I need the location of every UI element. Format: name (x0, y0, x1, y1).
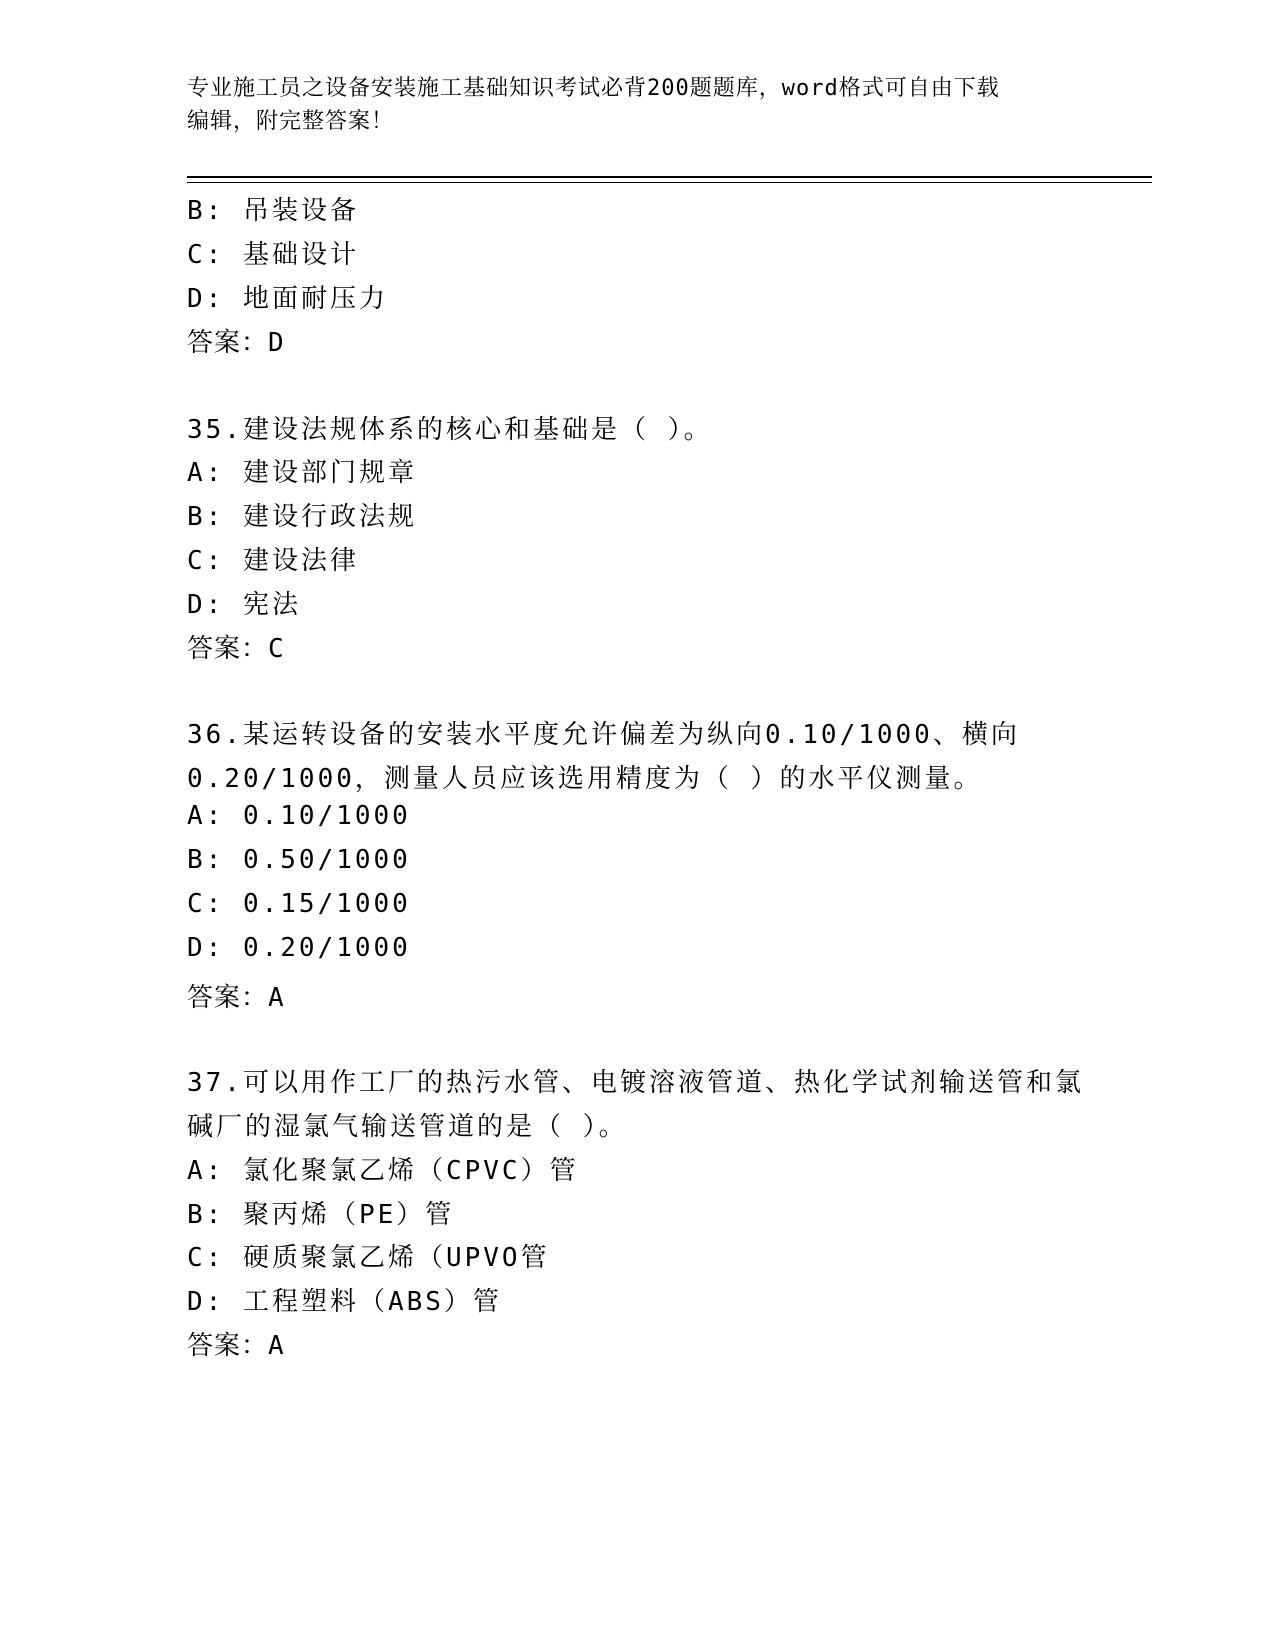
q35-option-b: B: 建设行政法规 (187, 502, 417, 532)
document-header (187, 72, 1087, 138)
q35-option-a: A: 建设部门规章 (187, 458, 417, 488)
q35-question: 35.建设法规体系的核心和基础是（ ）。 (187, 415, 713, 445)
header-divider-thick (187, 176, 1152, 178)
q37-answer: 答案：A (187, 1331, 285, 1361)
q37-option-b: B: 聚丙烯（PE）管 (187, 1200, 455, 1230)
q37-option-c: C: 硬质聚氯乙烯（UPVO管 (187, 1243, 550, 1273)
q36-option-c: C: 0.15/1000 (187, 889, 411, 919)
q34-option-c: C: 基础设计 (187, 240, 359, 270)
q35-answer: 答案：C (187, 634, 285, 664)
q35-option-d: D: 宪法 (187, 590, 301, 620)
q37-question-line-1: 37.可以用作工厂的热污水管、电镀溶液管道、热化学试剂输送管和氯 (187, 1068, 1084, 1098)
q36-option-a: A: 0.10/1000 (187, 801, 411, 831)
header-title-line-2: 编辑，附完整答案！ (187, 109, 395, 134)
q34-option-b: B: 吊装设备 (187, 196, 359, 226)
q36-option-b: B: 0.50/1000 (187, 845, 411, 875)
q36-question-line-2: 0.20/1000，测量人员应该选用精度为（ ）的水平仪测量。 (187, 764, 983, 794)
q36-question-line-1: 36.某运转设备的安装水平度允许偏差为纵向0.10/1000、横向 (187, 720, 1020, 750)
header-divider-thin (187, 182, 1152, 183)
q37-option-a: A: 氯化聚氯乙烯（CPVC）管 (187, 1156, 579, 1186)
q34-answer: 答案：D (187, 328, 285, 358)
q37-question-line-2: 碱厂的湿氯气输送管道的是（ ）。 (187, 1112, 628, 1142)
q36-answer: 答案：A (187, 983, 285, 1013)
q36-option-d: D: 0.20/1000 (187, 933, 411, 963)
q34-option-d: D: 地面耐压力 (187, 284, 388, 314)
q35-option-c: C: 建设法律 (187, 546, 359, 576)
q37-option-d: D: 工程塑料（ABS）管 (187, 1287, 502, 1317)
header-title-line-1: 专业施工员之设备安装施工基础知识考试必背200题题库，word格式可自由下载 (187, 76, 1000, 101)
